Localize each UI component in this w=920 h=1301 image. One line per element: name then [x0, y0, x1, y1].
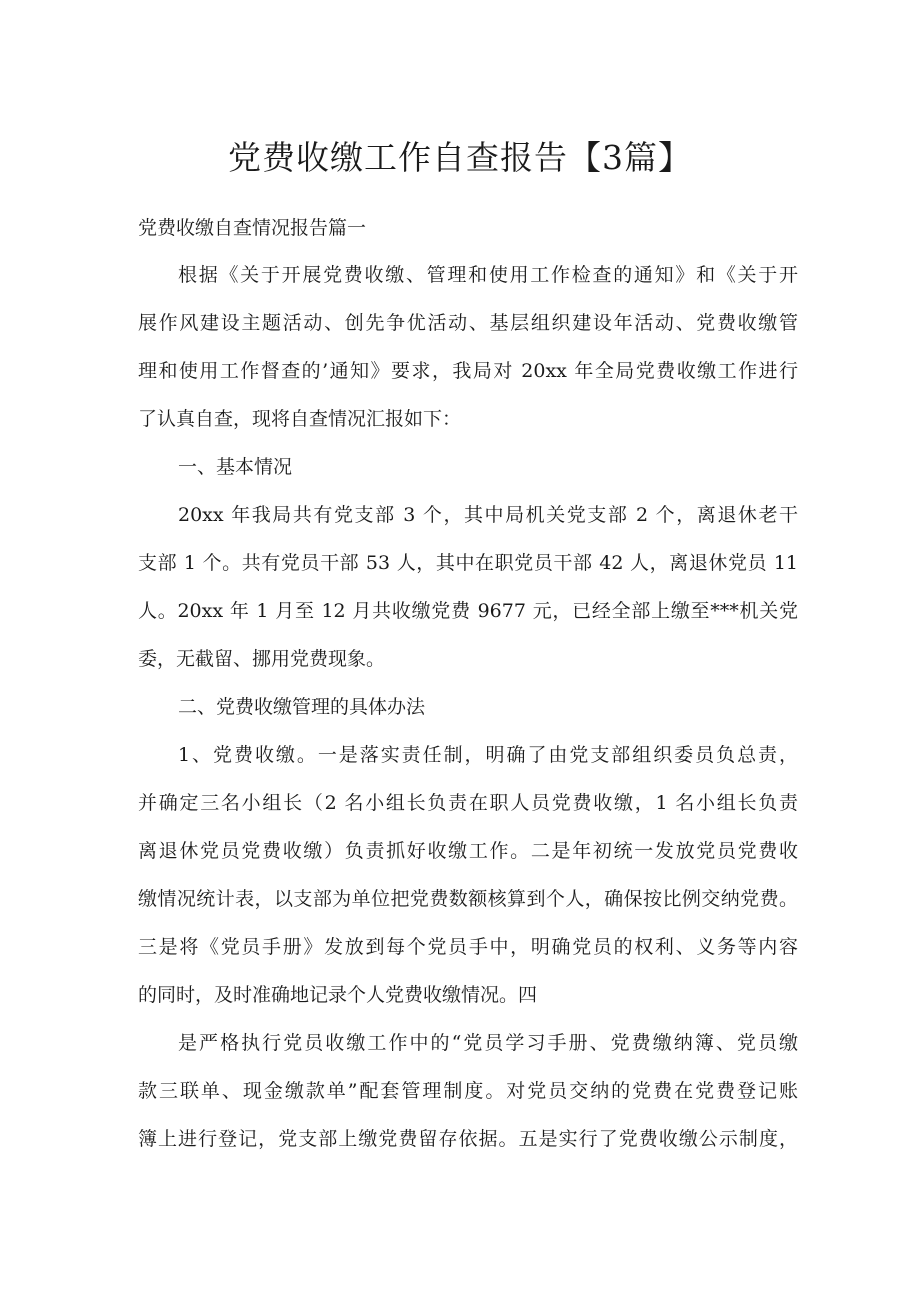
paragraph-line: 支部 1 个。共有党员干部 53 人，其中在职党员干部 42 人，离退休党员 11	[138, 552, 798, 574]
paragraph-line: 的同时，及时准确地记录个人党费收缴情况。四	[138, 984, 538, 1006]
document-title: 党费收缴工作自查报告【3篇】	[228, 138, 692, 177]
paragraph-line: 是严格执行党员收缴工作中的“党员学习手册、党费缴纳簿、党员缴	[178, 1032, 798, 1054]
paragraph-line: 簿上进行登记，党支部上缴党费留存依据。五是实行了党费收缴公示制度，	[138, 1128, 798, 1150]
paragraph-line: 1、党费收缴。一是落实责任制，明确了由党支部组织委员负总责，	[178, 744, 798, 766]
section-heading: 一、基本情况	[178, 456, 293, 478]
section-heading: 二、党费收缴管理的具体办法	[178, 696, 426, 718]
paragraph-line: 理和使用工作督查的’通知》要求，我局对 20xx 年全局党费收缴工作进行	[138, 360, 798, 382]
paragraph-line: 款三联单、现金缴款单”配套管理制度。对党员交纳的党费在党费登记账	[138, 1080, 798, 1102]
paragraph-line: 人。20xx 年 1 月至 12 月共收缴党费 9677 元，已经全部上缴至***机关党	[138, 600, 798, 622]
paragraph-line: 离退休党员党费收缴）负责抓好收缴工作。二是年初统一发放党员党费收	[138, 840, 798, 862]
paragraph-line: 根据《关于开展党费收缴、管理和使用工作检查的通知》和《关于开	[178, 264, 798, 286]
paragraph-line: 了认真自查，现将自查情况汇报如下：	[138, 408, 462, 430]
paragraph-line: 并确定三名小组长（2 名小组长负责在职人员党费收缴，1 名小组长负责	[138, 792, 798, 814]
paragraph-line: 委，无截留、挪用党费现象。	[138, 648, 386, 670]
paragraph-line: 展作风建设主题活动、创先争优活动、基层组织建设年活动、党费收缴管	[138, 312, 798, 334]
paragraph-line: 缴情况统计表，以支部为单位把党费数额核算到个人，确保按比例交纳党费。	[138, 888, 798, 910]
section-heading: 党费收缴自查情况报告篇一	[138, 217, 367, 239]
paragraph-line: 三是将《党员手册》发放到每个党员手中，明确党员的权利、义务等内容	[138, 936, 798, 958]
paragraph-line: 20xx 年我局共有党支部 3 个，其中局机关党支部 2 个，离退休老干	[178, 504, 798, 526]
